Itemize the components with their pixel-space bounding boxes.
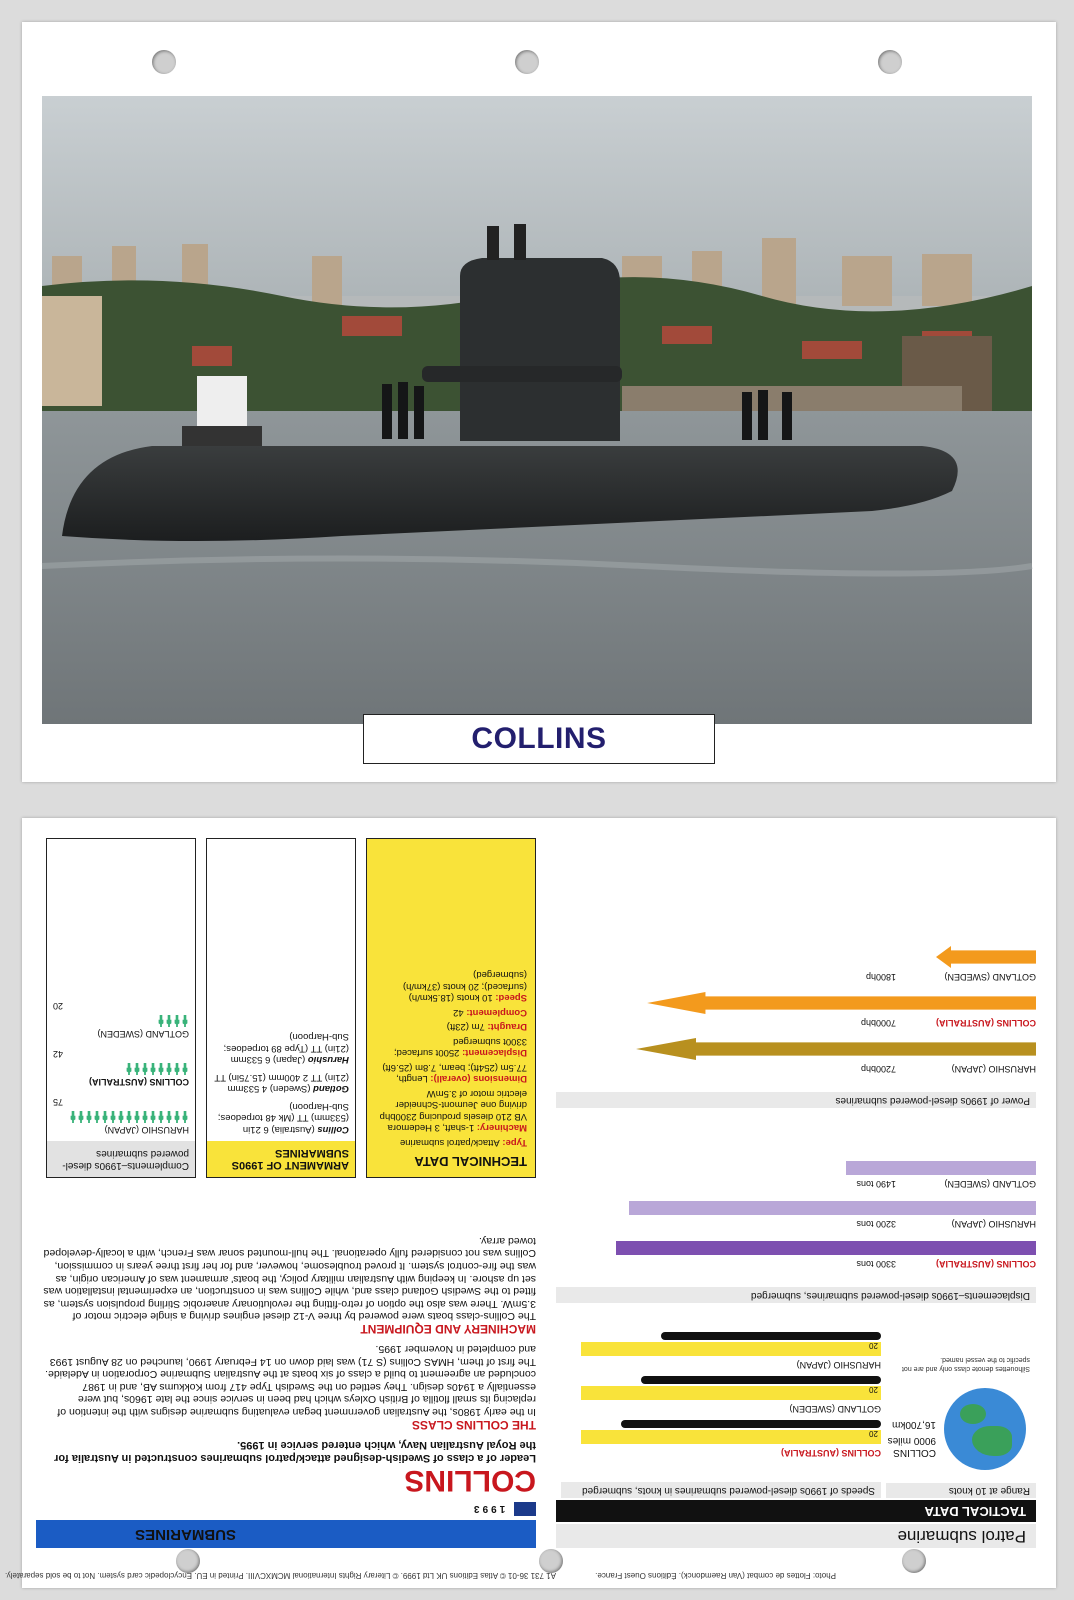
year: 1993 [470, 1503, 506, 1515]
speed-bar [581, 1386, 881, 1400]
power-label: GOTLAND (SWEDEN) [944, 972, 1036, 982]
category-band [36, 1520, 536, 1548]
person-icon [150, 1063, 156, 1075]
technical-row [375, 1137, 527, 1149]
flag-icon [514, 1502, 536, 1516]
category-label: SUBMARINES [135, 1526, 236, 1543]
tactical-data-panel [556, 1308, 1036, 1548]
armament-value: 6 21in (533mm) TT (Mk 48 torpedoes; Sub-Harpoon) [217, 1101, 349, 1135]
speed-bar [581, 1430, 881, 1444]
range-miles: 9000 miles [887, 1435, 936, 1446]
technical-value: 42 [453, 1007, 464, 1018]
side-title: Patrol submarine [556, 1524, 1036, 1548]
armament-value: 4 533mm (21in) TT 2 400mm (15.75in) TT [214, 1072, 349, 1095]
punch-hole [539, 1549, 563, 1573]
power-row [556, 936, 1036, 982]
power-row [556, 1028, 1036, 1074]
displacement-title: Displacements–1990s diesel-powered submarines, submerged [556, 1287, 1036, 1303]
submarine-photo [42, 96, 1032, 724]
person-icon [150, 1111, 156, 1123]
technical-label: Type: [499, 1137, 527, 1148]
person-icon [110, 1111, 116, 1123]
person-icon [142, 1111, 148, 1123]
card-title: COLLINS [471, 722, 607, 755]
armament-country: (Australia) [268, 1124, 315, 1135]
armament-ship: Harushio [305, 1054, 349, 1066]
person-icon [182, 1063, 188, 1075]
section-text-machinery: The Collins-class boats were powered by three V-12 diesel engines driving a single electric motor of 3.5mW. There was also the option of retro-fitting the revolutionary anaerobic Stirling propulsion system, as fitted to the Swedish Gotland class and, while Collins was in construction, an experimental installation was set up ashore. In keeping with Australian military policy, the boats' armament was of American origin, as was the fire-control system. It proved troublesome, however, and for her first three years in commission, Collins was not considered fully operational. The hull-mounted sonar was French, with a locally-developed towed array. [43, 1234, 536, 1323]
punch-hole [515, 50, 539, 74]
displacement-bar [846, 1161, 1036, 1175]
punch-hole [902, 1549, 926, 1573]
punch-hole [176, 1549, 200, 1573]
speed-row [561, 1326, 881, 1370]
technical-row [375, 1062, 527, 1085]
technical-label: Displacement: [459, 1047, 527, 1059]
silhouette-note: Silhouettes denote class only and are not specific to the vessel named. [901, 1356, 1030, 1372]
person-icon [126, 1063, 132, 1075]
technical-data-box [366, 838, 536, 1178]
person-icon [158, 1015, 164, 1027]
power-block [556, 898, 1036, 1108]
person-icon [102, 1111, 108, 1123]
technical-row [375, 1036, 527, 1059]
complement-value: 42 [53, 1049, 64, 1059]
complement-label: HARUSHIO (JAPAN) [104, 1125, 189, 1135]
section-heading-class: THE COLLINS CLASS [411, 1418, 536, 1432]
range-block [886, 1313, 1036, 1498]
section-heading-machinery: MACHINERY AND EQUIPMENT [360, 1322, 536, 1337]
armament-country: (Japan) [270, 1054, 306, 1066]
power-label: COLLINS (AUSTRALIA) [936, 1018, 1036, 1028]
person-icon [174, 1015, 180, 1027]
technical-label: Dimensions (overall): [427, 1073, 527, 1085]
displacement-label: GOTLAND (SWEDEN) [944, 1179, 1036, 1189]
power-label: HARUSHIO (JAPAN) [951, 1064, 1036, 1074]
complement-label: COLLINS (AUSTRALIA) [89, 1077, 189, 1087]
submarine-silhouette-icon [661, 1332, 881, 1340]
person-icon [182, 1111, 188, 1123]
power-value: 7000bhp [860, 1018, 896, 1028]
person-icon [182, 1015, 188, 1027]
person-icon [86, 1111, 92, 1123]
complement-row [53, 1049, 189, 1087]
complements-title: Complements–1990s diesel-powered submarines [47, 1141, 195, 1177]
technical-value: 2500t surfaced; 3300t submerged [393, 1036, 527, 1059]
speed-row [561, 1414, 881, 1458]
power-arrow [936, 946, 1036, 968]
front-card [22, 22, 1056, 782]
complement-icons [53, 1059, 189, 1075]
person-icon [166, 1063, 172, 1075]
speed-value: 20 [869, 1341, 878, 1350]
punch-hole [152, 50, 176, 74]
speeds-block [561, 1313, 881, 1498]
person-icon [174, 1111, 180, 1123]
technical-value: 7m (23ft) [446, 1021, 485, 1033]
person-icon [134, 1063, 140, 1075]
complements-box [46, 838, 196, 1178]
back-card [4, 818, 1056, 1588]
armament-ship: Gotland [310, 1083, 349, 1095]
technical-label: Speed: [492, 992, 527, 1004]
armament-row [213, 1101, 349, 1136]
complement-icons [53, 1011, 189, 1027]
person-icon [174, 1063, 180, 1075]
person-icon [142, 1063, 148, 1075]
armament-row [213, 1072, 349, 1095]
complement-icons [53, 1107, 189, 1123]
speed-label: GOTLAND (SWEDEN) [789, 1404, 881, 1414]
power-value: 1800hp [865, 972, 896, 982]
technical-row [375, 1007, 527, 1019]
technical-row [375, 1021, 527, 1033]
range-ship: COLLINS [893, 1447, 936, 1458]
tactical-title: TACTICAL DATA [556, 1500, 1036, 1522]
power-row [556, 982, 1036, 1028]
technical-value: Length, 77.5m (254ft); beam, 7.8m (25.6ft) [382, 1062, 527, 1085]
speed-label: HARUSHIO (JAPAN) [796, 1360, 881, 1370]
displacement-bar [629, 1201, 1036, 1215]
photo-credit: Photo: Flottes de combat (Van Raemdonck). Éditions Ouest France. [595, 1571, 836, 1580]
technical-row [375, 1088, 527, 1134]
complement-row [53, 1001, 189, 1039]
card-title-box [363, 714, 715, 764]
person-icon [94, 1111, 100, 1123]
range-title: Range at 10 knots [886, 1483, 1036, 1498]
armament-ship: Collins [314, 1124, 349, 1135]
displacement-block [556, 1113, 1036, 1303]
power-arrow [647, 992, 1036, 1014]
speed-bar [581, 1342, 881, 1356]
person-icon [78, 1111, 84, 1123]
armament-title: ARMAMENT OF 1990S SUBMARINES [207, 1141, 355, 1177]
displacement-row [556, 1189, 1036, 1229]
globe-icon [944, 1388, 1026, 1470]
submarine-silhouette-icon [641, 1376, 881, 1384]
power-value: 7200bhp [860, 1064, 896, 1074]
complement-label: GOTLAND (SWEDEN) [97, 1029, 189, 1039]
technical-title: TECHNICAL DATA [414, 1154, 527, 1169]
technical-value: Attack/patrol submarine [399, 1137, 500, 1148]
complement-value: 75 [53, 1097, 64, 1107]
text-panel [36, 1188, 536, 1548]
displacement-value: 3200 tons [856, 1219, 896, 1229]
power-title: Power of 1990s diesel-powered submarines [556, 1092, 1036, 1108]
person-icon [158, 1111, 164, 1123]
person-icon [158, 1063, 164, 1075]
displacement-label: HARUSHIO (JAPAN) [951, 1219, 1036, 1229]
person-icon [126, 1111, 132, 1123]
speed-value: 20 [869, 1429, 878, 1438]
person-icon [166, 1111, 172, 1123]
displacement-value: 1490 tons [856, 1179, 896, 1189]
displacement-bar [616, 1241, 1036, 1255]
section-text-class: In the early 1980s, the Australian government began evaluating submarine designs with the intention of replacing its small flotilla of British Oxleys which had been in service since the late 1960s, but were essentially a 1940s design. They settled on the Swedish Type 417 from Kokkums AB, and in 1987 concluded an agreement to build a class of six boats at the Australian Submarine Corporation in Adelaide. The first of them, HMAS Collins (S 71) was laid down on 14 February 1990, launched on 28 August 1993 and completed in November 1995. [45, 1343, 536, 1418]
technical-value: 10 knots (18.5km/h) (surfaced); 20 knots (37km/h) (submerged) [402, 969, 527, 1004]
technical-value: 1-shaft, 3 Hedemora VB 210 diesels producing 2300bhp driving one Jeumont-Schneider electric motor of 3.5mW [379, 1088, 527, 1134]
back-card-content [4, 818, 1056, 1588]
complement-value: 20 [53, 1001, 64, 1011]
punch-hole [878, 50, 902, 74]
displacement-label: COLLINS (AUSTRALIA) [936, 1259, 1036, 1269]
copyright-footer: A1 731 36-01 © Atlas Editions UK Ltd 1999. © Literary Rights International MCMXCVIII. Printed in EU. Encyclopedic card system. Not to be sold separately. [4, 1571, 556, 1580]
submarine-silhouette-icon [621, 1420, 881, 1428]
intro-text: Leader of a class of Swedish-designed attack/patrol submarines constructed in Australia for the Royal Australian Navy, which entered service in 1995. [54, 1439, 536, 1464]
person-icon [134, 1111, 140, 1123]
power-arrow [636, 1038, 1036, 1060]
technical-label: Machinery: [474, 1122, 527, 1134]
armament-country: (Sweden) [267, 1083, 311, 1095]
armament-box [206, 838, 356, 1178]
speed-value: 20 [869, 1385, 878, 1394]
person-icon [118, 1111, 124, 1123]
technical-label: Complement: [463, 1007, 527, 1018]
displacement-row [556, 1229, 1036, 1269]
person-icon [70, 1111, 76, 1123]
speeds-title: Speeds of 1990s diesel-powered submarines in knots, submerged [561, 1482, 881, 1498]
complement-row [53, 1097, 189, 1135]
speed-label: COLLINS (AUSTRALIA) [781, 1448, 881, 1458]
armament-value: 6 533mm (21in) TT (Type 89 torpedoes; Sub-Harpoon) [223, 1031, 349, 1066]
speed-row [561, 1370, 881, 1414]
armament-row [213, 1031, 349, 1066]
ship-name: COLLINS [404, 1464, 536, 1497]
range-km: 16,700km [892, 1419, 936, 1430]
displacement-value: 3300 tons [856, 1259, 896, 1269]
person-icon [166, 1015, 172, 1027]
technical-row [375, 969, 527, 1004]
displacement-row [556, 1149, 1036, 1189]
technical-label: Draught: [484, 1021, 527, 1033]
